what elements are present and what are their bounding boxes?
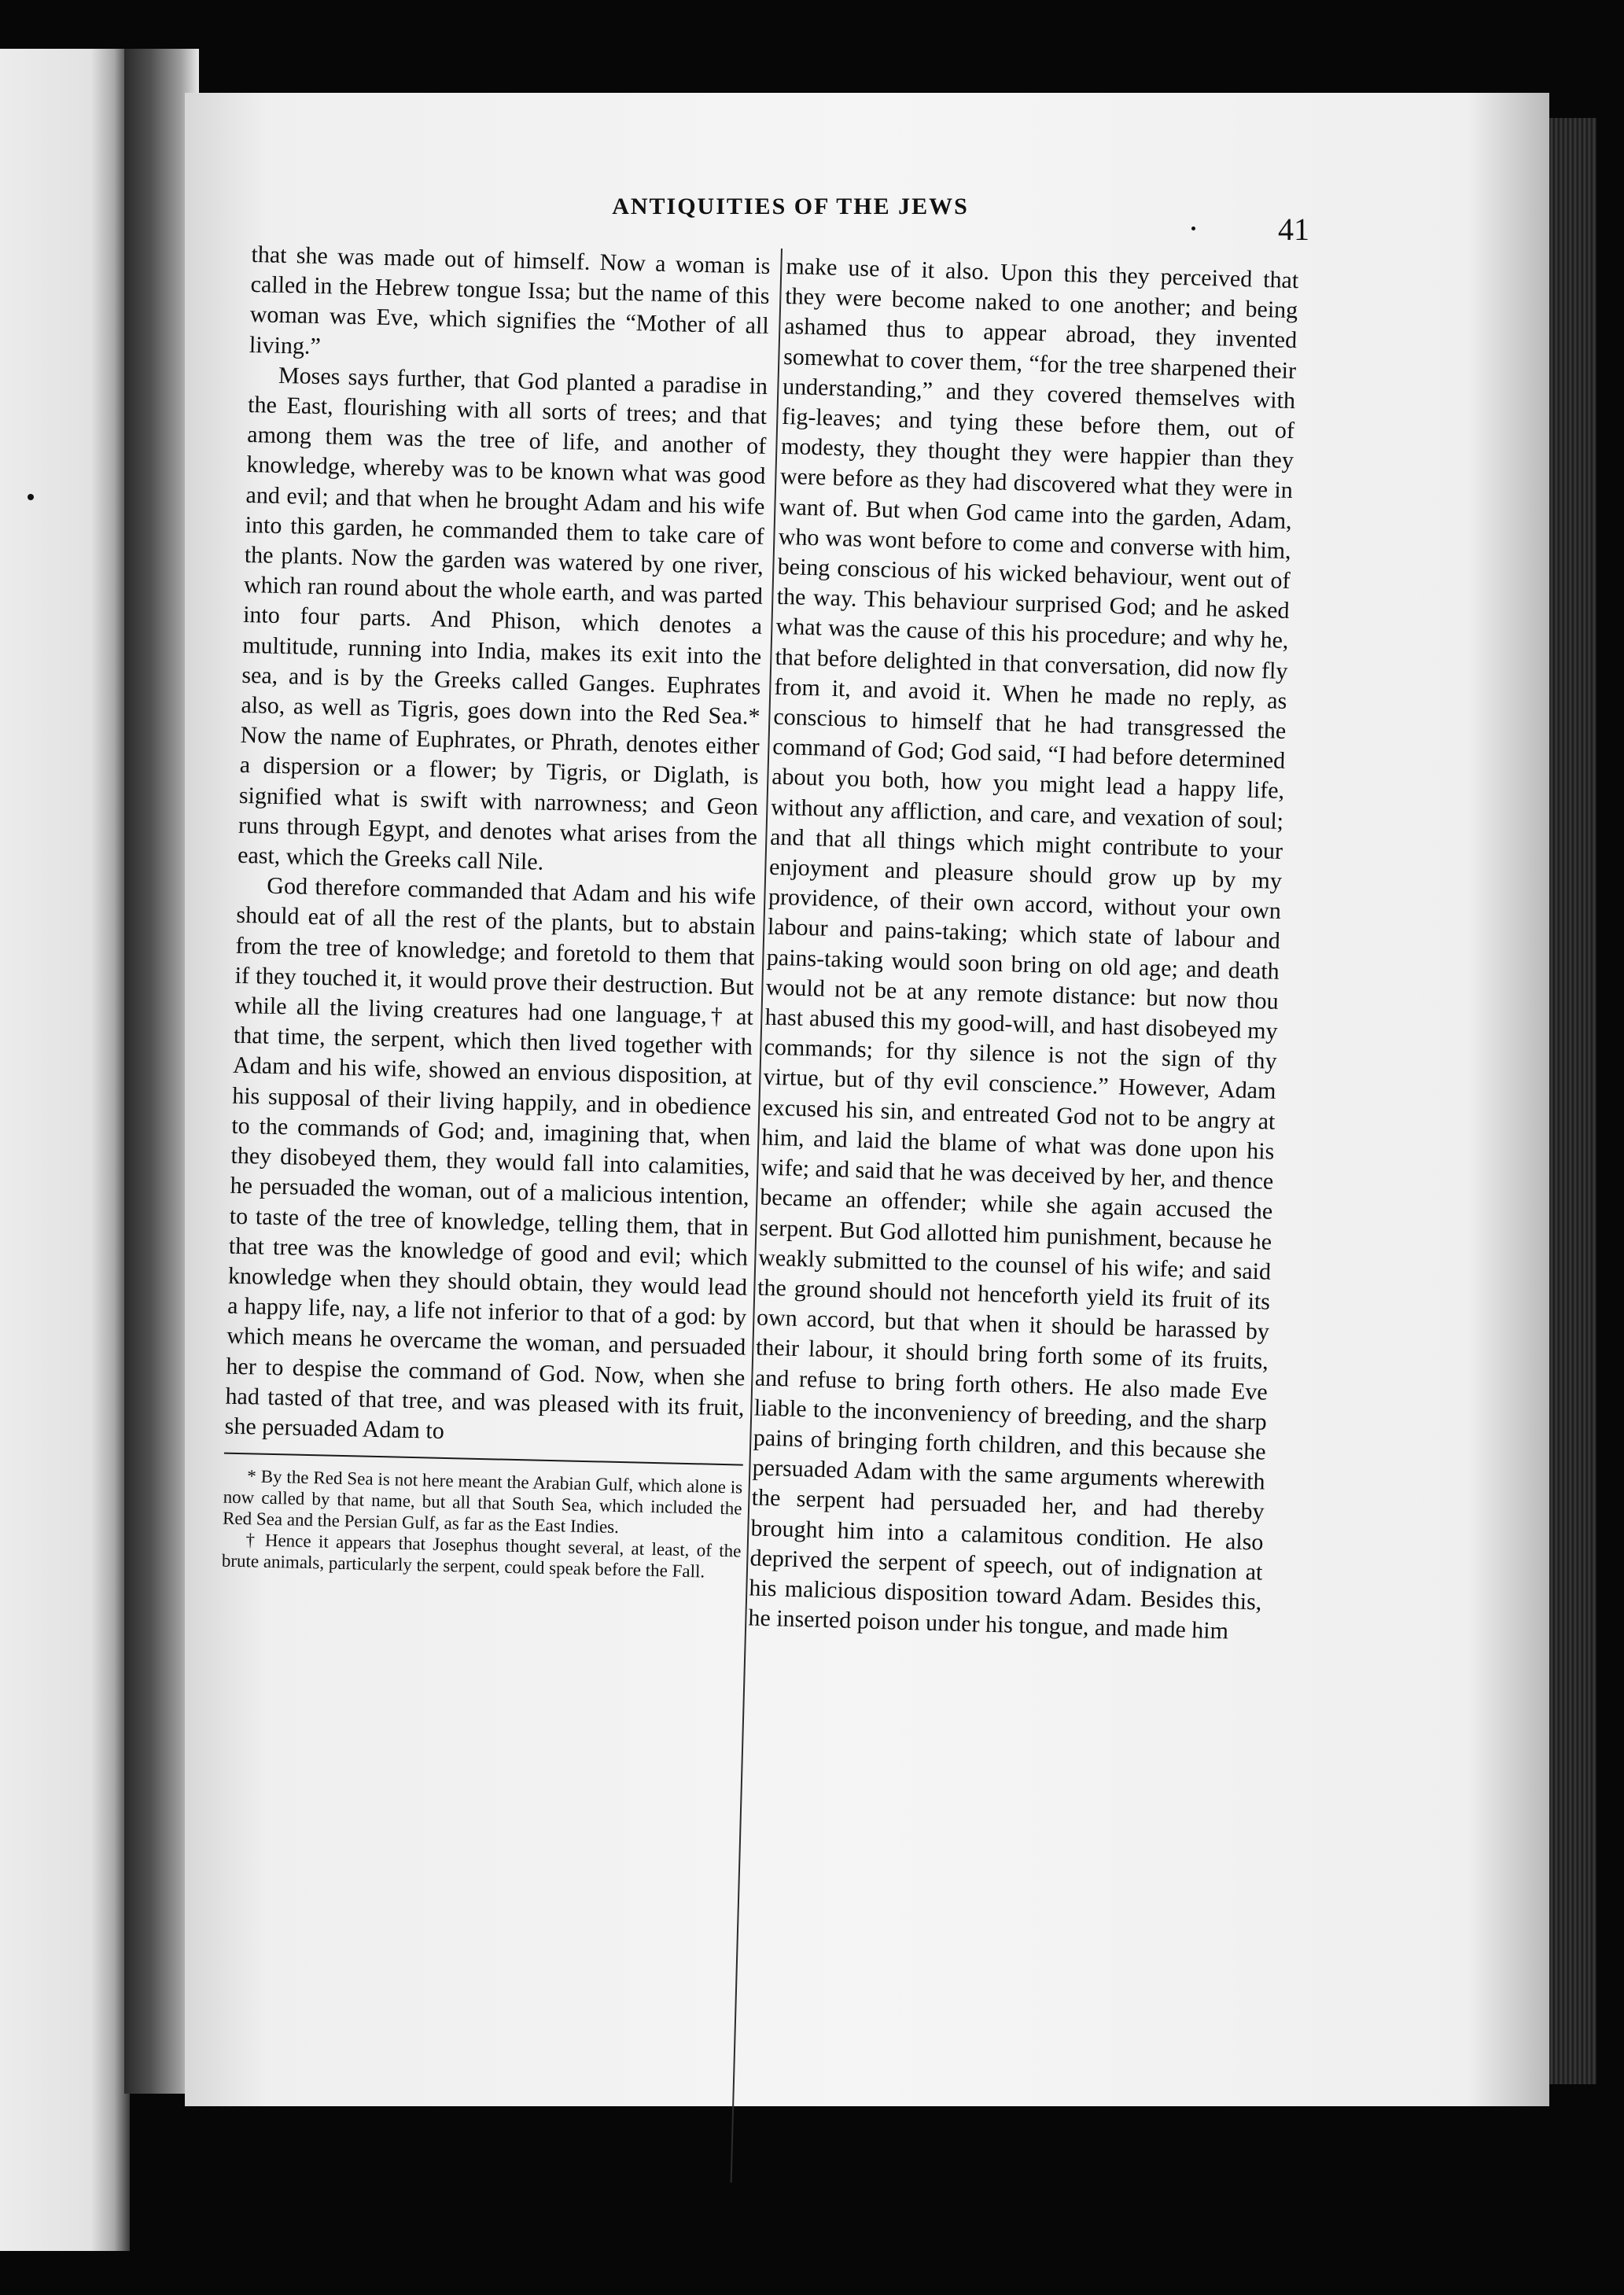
paragraph: make use of it also. Upon this they perceived that they were become naked to one another; and being ashamed thus to appear abroad, they invented somewhat to cover them, “for the tree sharpened their understanding,” and they covered themselves with fig-leaves; and tying these before them, out of modesty, they thought they were happier than they were before as they had discovered what they were in want of. But when God came into the garden, Adam, who was wont before to come and converse with him, being conscious of his wicked behaviour, went out of the way. This behaviour surprised God; and he asked what was the cause of this his procedure; and why he, that before delighted in that conversation, did now fly from it, and avoid it. When he made no reply, as conscious to himself that he had transgressed the command of God; God said, “I had before determined about you both, how you might lead a happy life, without any affliction, and care, and vexation of soul; and that all things which might contribute to your enjoyment and pleasure should grow up by my providence, of their own accord, without your own labour and pains-taking; which state of labour and pains-taking would soon bring on old age; and death would not be at any remote distance: but now thou hast abused this my good-will, and hast disobeyed my commands; for thy silence is not the sign of thy virtue, but of thy evil conscience.” However, Adam excused his sin, and entreated God not to be angry at him, and laid the blame of what was done upon his wife; and said that he was deceived by her, and thence became an offender; while she again accused the serpent. But God allotted him punishment, because he weakly submitted to the counsel of his wife; and said the ground should not henceforth yield its fruit of its own accord, but that when it should be harassed by their labour, it should bring forth some of its fruits, and refuse to bring forth others. He also made Eve liable to the inconveniency of breeding, and the sharp pains of bringing forth children, and this because she persuaded Adam with the same arguments wherewith the serpent had persuaded her, and had thereby brought him into a calamitous condition. He also deprived the serpent of speech, out of indignation at his malicious disposition toward Adam. Besides this, he inserted poison under his tongue, and made him xyxy=(748,252,1299,1645)
paragraph: that she was made out of himself. Now a woman is called in the Hebrew tongue Issa; but the name of this woman was Eve, which signifies the “Mother of all living.” xyxy=(249,241,771,359)
page-fore-edge xyxy=(1549,118,1596,2084)
footnotes xyxy=(222,1465,743,1583)
left-text-column xyxy=(222,240,771,1583)
footnote-rule xyxy=(224,1453,743,1466)
right-text-column xyxy=(748,252,1299,1648)
footnote: † Hence it appears that Josephus thought several, at least, of the brute animals, particularly the serpent, could speak before the Fall. xyxy=(221,1530,742,1582)
scan-speck xyxy=(1191,227,1195,230)
facing-page-edge xyxy=(0,49,130,2251)
scan-speck xyxy=(28,494,34,500)
running-head: ANTIQUITIES OF THE JEWS xyxy=(612,193,969,219)
page-number: 41 xyxy=(1278,212,1309,247)
paragraph: God therefore commanded that Adam and his wife should eat of all the rest of the plants, but to abstain from the tree of knowledge; and foretold to them that if they touched it, it would prove their destruction. But while all the living creatures had one language,† at that time, the serpent, which then lived together with Adam and his wife, showed an envious disposition, at his supposal of their living happily, and in obedience to the commands of God; and, imagining that, when they disobeyed them, they would fall into calamities, he persuaded the woman, out of a malicious intention, to taste of the tree of knowledge, telling them, that in that tree was the knowledge of good and evil; which knowledge when they should obtain, they would lead a happy life, nay, a life not inferior to that of a god: by which means he overcame the woman, and persuaded her to despise the command of God. Now, when she had tasted of that tree, and was pleased with its fruit, she persuaded Adam to xyxy=(224,872,757,1444)
footnote: * By the Red Sea is not here meant the Arabian Gulf, which alone is now called by that name, but all that South Sea, which included the Red Sea and the Persian Gulf, as far as the East Indies. xyxy=(222,1466,743,1538)
paragraph: Moses says further, that God planted a paradise in the East, flourishing with all sorts of trees; and that among them was the tree of life, and another of knowledge, whereby was to be known what was good and evil; and that when he brought Adam and his wife into this garden, he commanded them to take care of the plants. Now the garden was watered by one river, which ran round about the whole earth, and was parted into four parts. And Phison, which denotes a multitude, running into India, makes its exit into the sea, and is by the Greeks called Ganges. Euphrates also, as well as Tigris, goes down into the Red Sea.* Now the name of Euphrates, or Phrath, denotes either a dispersion or a flower; by Tigris, or Diglath, is signified what is swift with narrowness; and Geon runs through Egypt, and denotes what arises from the east, which the Greeks call Nile. xyxy=(237,362,768,875)
